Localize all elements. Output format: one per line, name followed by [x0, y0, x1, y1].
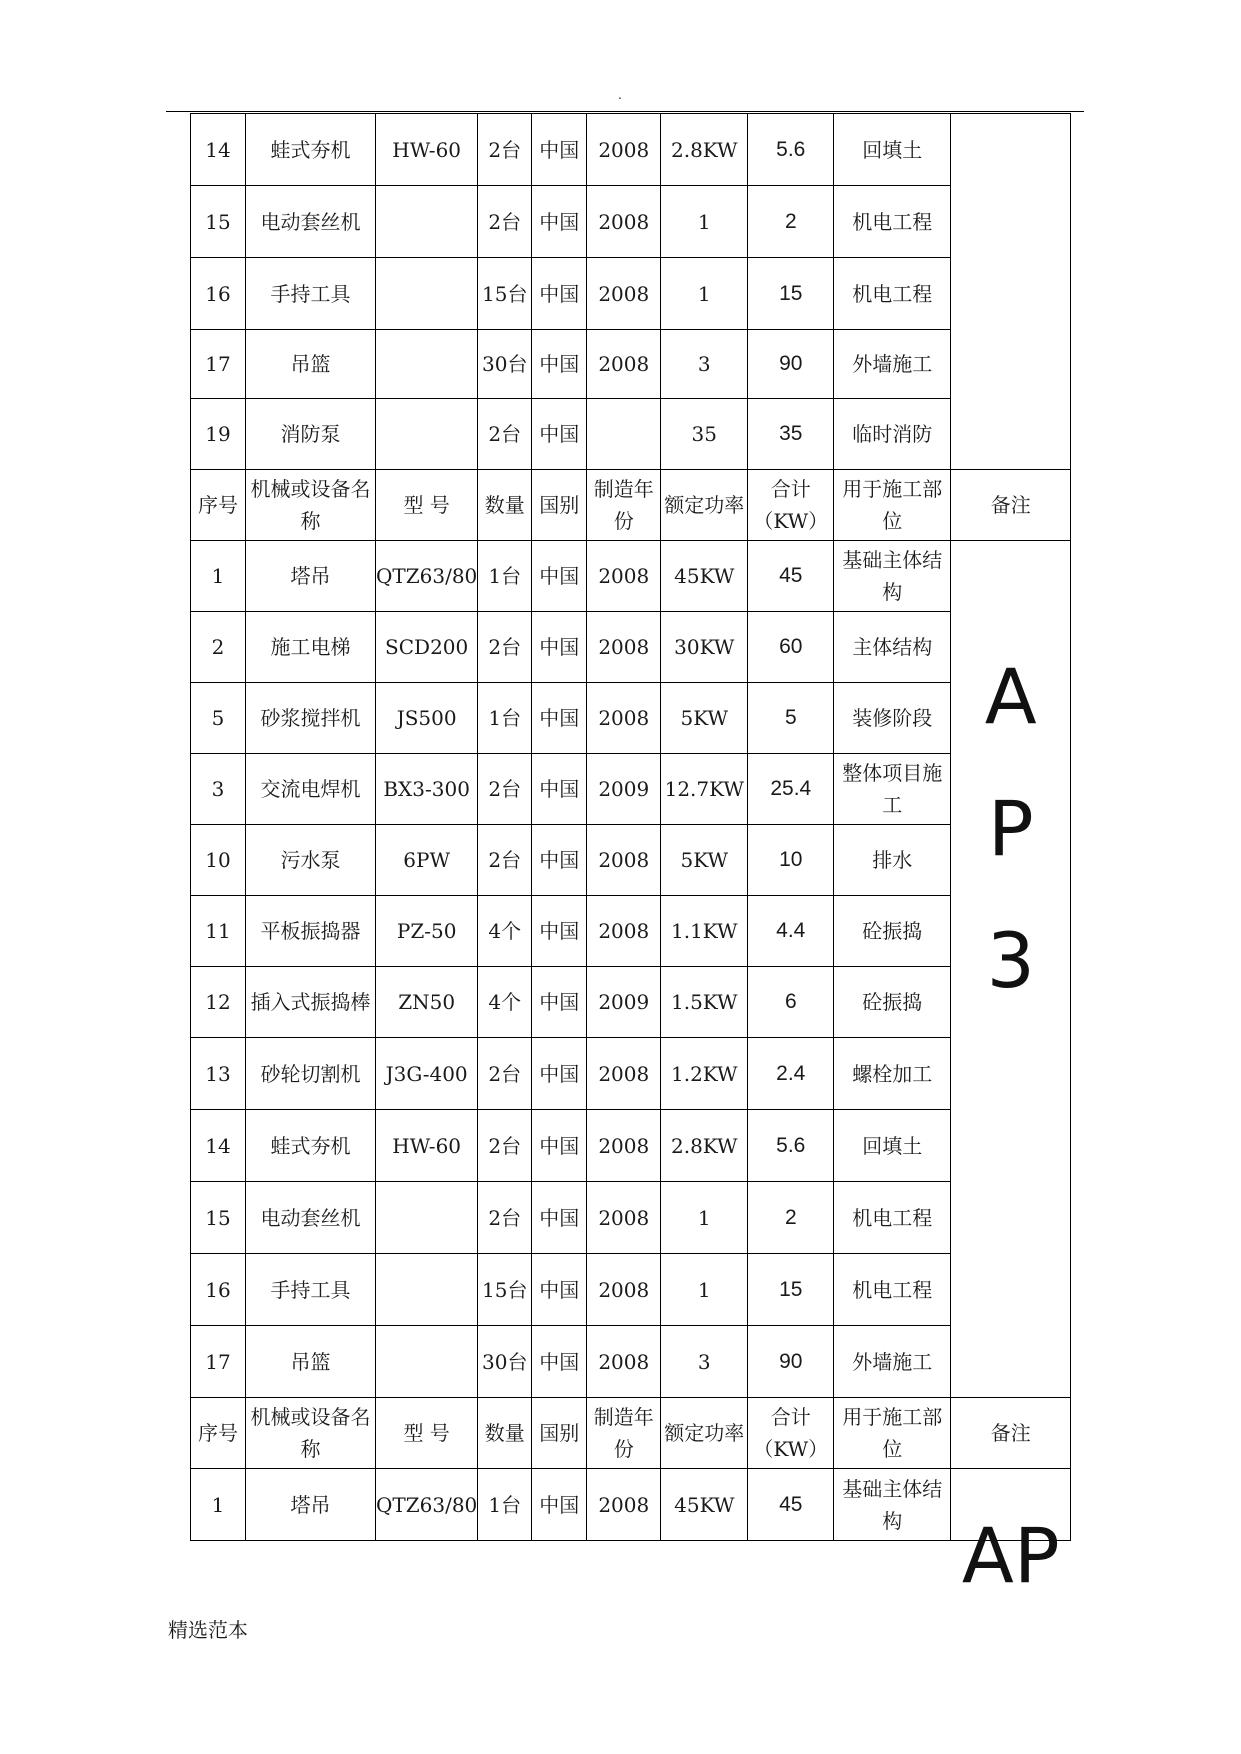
cell-model: J3G-400	[376, 1038, 478, 1110]
cell-name: 塔吊	[246, 1469, 376, 1541]
cell-no: 1	[191, 541, 246, 612]
table-row	[191, 967, 1071, 1038]
cell-power: 30KW	[661, 612, 748, 683]
cell-year: 2008	[587, 612, 661, 683]
cell-name: 施工电梯	[246, 612, 376, 683]
cell-name: 电动套丝机	[246, 1182, 376, 1254]
cell-usage: 排水	[834, 825, 951, 896]
header-qty: 数量	[478, 470, 532, 541]
header-country: 国别	[532, 470, 587, 541]
cell-usage: 机电工程	[834, 1182, 951, 1254]
table-header-row	[191, 470, 1071, 541]
cell-model: QTZ63/80	[376, 541, 478, 612]
cell-power: 12.7KW	[661, 754, 748, 825]
cell-usage: 机电工程	[834, 258, 951, 330]
table-row	[191, 825, 1071, 896]
cell-model: BX3-300	[376, 754, 478, 825]
cell-power: 1	[661, 1182, 748, 1254]
cell-usage: 螺栓加工	[834, 1038, 951, 1110]
cell-qty: 2台	[478, 825, 532, 896]
cell-power: 1	[661, 186, 748, 258]
equipment-table	[190, 113, 1071, 1600]
cell-model: SCD200	[376, 612, 478, 683]
cell-qty: 2台	[478, 399, 532, 470]
cell-model	[376, 330, 478, 399]
cell-year: 2008	[587, 1326, 661, 1398]
cell-usage: 砼振捣	[834, 896, 951, 967]
cell-model: PZ-50	[376, 896, 478, 967]
cell-qty: 15台	[478, 258, 532, 330]
cell-model	[376, 1254, 478, 1326]
footer-text: 精选范本	[168, 1618, 248, 1642]
cell-name: 平板振捣器	[246, 896, 376, 967]
cell-usage: 机电工程	[834, 1254, 951, 1326]
cell-power: 1	[661, 258, 748, 330]
cell-year: 2008	[587, 1254, 661, 1326]
cell-no: 15	[191, 1182, 246, 1254]
cell-qty: 30台	[478, 330, 532, 399]
remark-cell-ap-clipped	[951, 1469, 1071, 1600]
cell-power: 5KW	[661, 683, 748, 754]
cell-country: 中国	[532, 541, 587, 612]
cell-total: 5	[748, 683, 834, 754]
cell-model	[376, 399, 478, 470]
table-row	[191, 683, 1071, 754]
cell-country: 中国	[532, 114, 587, 186]
header-usage: 用于施工部位	[834, 1398, 951, 1469]
table-header-row	[191, 1398, 1071, 1469]
cell-year: 2008	[587, 896, 661, 967]
cell-power: 1.1KW	[661, 896, 748, 967]
cell-country: 中国	[532, 1182, 587, 1254]
cell-qty: 2台	[478, 754, 532, 825]
cell-usage: 回填土	[834, 1110, 951, 1182]
cell-total: 35	[748, 399, 834, 470]
cell-year: 2008	[587, 1182, 661, 1254]
cell-name: 砂轮切割机	[246, 1038, 376, 1110]
cell-year: 2008	[587, 825, 661, 896]
cell-no: 14	[191, 1110, 246, 1182]
cell-name: 吊篮	[246, 1326, 376, 1398]
cell-name: 手持工具	[246, 1254, 376, 1326]
cell-year: 2008	[587, 258, 661, 330]
table-row	[191, 186, 1071, 258]
cell-no: 12	[191, 967, 246, 1038]
cell-name: 砂浆搅拌机	[246, 683, 376, 754]
cell-total: 5.6	[748, 114, 834, 186]
cell-country: 中国	[532, 612, 587, 683]
cell-name: 手持工具	[246, 258, 376, 330]
cell-usage: 砼振捣	[834, 967, 951, 1038]
cell-qty: 2台	[478, 1038, 532, 1110]
header-mark: .	[618, 88, 622, 102]
cell-year: 2008	[587, 330, 661, 399]
cell-name: 消防泵	[246, 399, 376, 470]
cell-total: 6	[748, 967, 834, 1038]
cell-qty: 1台	[478, 1469, 532, 1541]
remark-cell-empty	[951, 114, 1071, 470]
cell-usage: 机电工程	[834, 186, 951, 258]
cell-model: HW-60	[376, 1110, 478, 1182]
cell-total: 2	[748, 186, 834, 258]
cell-no: 13	[191, 1038, 246, 1110]
cell-total: 45	[748, 1469, 834, 1541]
header-power: 额定功率	[661, 1398, 748, 1469]
cell-year: 2008	[587, 1038, 661, 1110]
header-qty: 数量	[478, 1398, 532, 1469]
cell-year: 2008	[587, 541, 661, 612]
table-row	[191, 754, 1071, 825]
table-row	[191, 541, 1071, 612]
header-rule	[166, 111, 1084, 112]
cell-year: 2008	[587, 114, 661, 186]
header-power: 额定功率	[661, 470, 748, 541]
table-row	[191, 896, 1071, 967]
remark-ap3: AP3	[984, 652, 1037, 1005]
cell-year	[587, 399, 661, 470]
header-model: 型 号	[376, 1398, 478, 1469]
cell-model: 6PW	[376, 825, 478, 896]
header-usage: 用于施工部位	[834, 470, 951, 541]
table-row	[191, 1254, 1071, 1326]
cell-no: 17	[191, 1326, 246, 1398]
cell-country: 中国	[532, 825, 587, 896]
cell-qty: 2台	[478, 1182, 532, 1254]
cell-country: 中国	[532, 967, 587, 1038]
header-total: 合计（KW）	[748, 470, 834, 541]
cell-no: 1	[191, 1469, 246, 1541]
table-row	[191, 1326, 1071, 1398]
table-row	[191, 1469, 1071, 1541]
cell-country: 中国	[532, 1469, 587, 1541]
header-year: 制造年份	[587, 1398, 661, 1469]
cell-name: 插入式振捣棒	[246, 967, 376, 1038]
cell-country: 中国	[532, 1038, 587, 1110]
cell-year: 2008	[587, 186, 661, 258]
table-row	[191, 1038, 1071, 1110]
cell-total: 2.4	[748, 1038, 834, 1110]
cell-country: 中国	[532, 683, 587, 754]
cell-model	[376, 258, 478, 330]
cell-no: 19	[191, 399, 246, 470]
cell-power: 1.2KW	[661, 1038, 748, 1110]
cell-power: 2.8KW	[661, 114, 748, 186]
cell-usage: 临时消防	[834, 399, 951, 470]
cell-model	[376, 1182, 478, 1254]
cell-total: 60	[748, 612, 834, 683]
cell-qty: 4个	[478, 967, 532, 1038]
table-row	[191, 258, 1071, 330]
cell-country: 中国	[532, 258, 587, 330]
cell-name: 电动套丝机	[246, 186, 376, 258]
cell-total: 15	[748, 258, 834, 330]
cell-qty: 2台	[478, 114, 532, 186]
cell-model	[376, 1326, 478, 1398]
cell-model: HW-60	[376, 114, 478, 186]
cell-no: 5	[191, 683, 246, 754]
cell-name: 交流电焊机	[246, 754, 376, 825]
cell-power: 3	[661, 330, 748, 399]
cell-country: 中国	[532, 896, 587, 967]
cell-no: 17	[191, 330, 246, 399]
cell-usage: 整体项目施工	[834, 754, 951, 825]
cell-usage: 基础主体结构	[834, 541, 951, 612]
cell-usage: 装修阶段	[834, 683, 951, 754]
header-no: 序号	[191, 1398, 246, 1469]
cell-name: 蛙式夯机	[246, 1110, 376, 1182]
cell-qty: 2台	[478, 612, 532, 683]
cell-model: JS500	[376, 683, 478, 754]
cell-power: 1.5KW	[661, 967, 748, 1038]
table-row	[191, 399, 1071, 470]
cell-model: QTZ63/80	[376, 1469, 478, 1541]
cell-qty: 4个	[478, 896, 532, 967]
cell-total: 2	[748, 1182, 834, 1254]
cell-no: 16	[191, 1254, 246, 1326]
cell-country: 中国	[532, 186, 587, 258]
table-row	[191, 114, 1071, 186]
cell-power: 5KW	[661, 825, 748, 896]
cell-usage: 外墙施工	[834, 330, 951, 399]
header-total: 合计（KW）	[748, 1398, 834, 1469]
cell-power: 2.8KW	[661, 1110, 748, 1182]
cell-total: 5.6	[748, 1110, 834, 1182]
cell-total: 90	[748, 330, 834, 399]
cell-name: 塔吊	[246, 541, 376, 612]
cell-total: 45	[748, 541, 834, 612]
cell-qty: 1台	[478, 541, 532, 612]
header-year: 制造年份	[587, 470, 661, 541]
cell-model: ZN50	[376, 967, 478, 1038]
cell-usage: 基础主体结构	[834, 1469, 951, 1541]
cell-power: 1	[661, 1254, 748, 1326]
cell-year: 2008	[587, 1110, 661, 1182]
table-row	[191, 330, 1071, 399]
cell-country: 中国	[532, 754, 587, 825]
cell-qty: 15台	[478, 1254, 532, 1326]
cell-power: 45KW	[661, 1469, 748, 1541]
cell-country: 中国	[532, 330, 587, 399]
header-name: 机械或设备名称	[246, 1398, 376, 1469]
cell-total: 10	[748, 825, 834, 896]
cell-name: 污水泵	[246, 825, 376, 896]
table-row	[191, 1182, 1071, 1254]
cell-total: 25.4	[748, 754, 834, 825]
cell-model	[376, 186, 478, 258]
cell-country: 中国	[532, 399, 587, 470]
header-no: 序号	[191, 470, 246, 541]
cell-qty: 1台	[478, 683, 532, 754]
cell-no: 3	[191, 754, 246, 825]
cell-usage: 外墙施工	[834, 1326, 951, 1398]
cell-total: 90	[748, 1326, 834, 1398]
cell-power: 3	[661, 1326, 748, 1398]
header-model: 型 号	[376, 470, 478, 541]
cell-total: 4.4	[748, 896, 834, 967]
cell-no: 15	[191, 186, 246, 258]
cell-name: 蛙式夯机	[246, 114, 376, 186]
cell-no: 14	[191, 114, 246, 186]
cell-no: 2	[191, 612, 246, 683]
cell-power: 35	[661, 399, 748, 470]
cell-total: 15	[748, 1254, 834, 1326]
table-row	[191, 612, 1071, 683]
remark-cell-ap3	[951, 541, 1071, 1398]
table-row	[191, 1110, 1071, 1182]
cell-country: 中国	[532, 1110, 587, 1182]
cell-qty: 30台	[478, 1326, 532, 1398]
cell-no: 11	[191, 896, 246, 967]
cell-year: 2009	[587, 754, 661, 825]
cell-year: 2008	[587, 1469, 661, 1541]
header-country: 国别	[532, 1398, 587, 1469]
cell-country: 中国	[532, 1326, 587, 1398]
remark-ap: AP	[961, 1510, 1060, 1600]
cell-name: 吊篮	[246, 330, 376, 399]
cell-usage: 回填土	[834, 114, 951, 186]
cell-year: 2009	[587, 967, 661, 1038]
cell-country: 中国	[532, 1254, 587, 1326]
header-remark: 备注	[951, 1398, 1071, 1469]
cell-qty: 2台	[478, 1110, 532, 1182]
cell-usage: 主体结构	[834, 612, 951, 683]
cell-no: 10	[191, 825, 246, 896]
cell-year: 2008	[587, 683, 661, 754]
header-name: 机械或设备名称	[246, 470, 376, 541]
cell-qty: 2台	[478, 186, 532, 258]
cell-power: 45KW	[661, 541, 748, 612]
header-remark: 备注	[951, 470, 1071, 541]
cell-no: 16	[191, 258, 246, 330]
